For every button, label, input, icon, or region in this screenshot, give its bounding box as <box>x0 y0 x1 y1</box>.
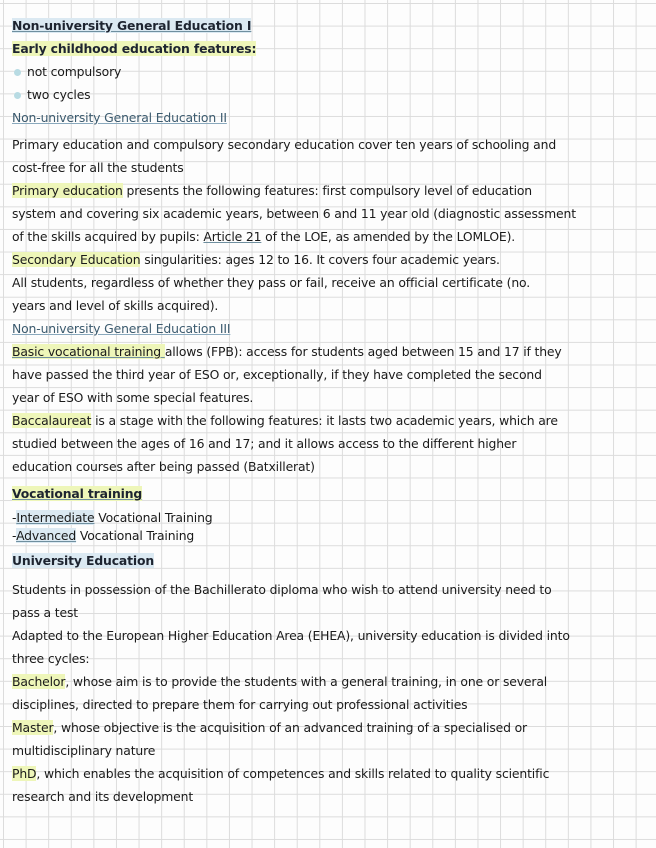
bullet-item: not compulsory <box>12 60 644 83</box>
paragraph-line: education courses after being passed (Batxillerat) <box>12 459 315 474</box>
bachelor-line: Bachelor, whose aim is to provide the students with a general training, in one or several <box>12 674 548 689</box>
advanced-term: Advanced <box>16 528 77 543</box>
paragraph-line: cost-free for all the students <box>12 160 184 175</box>
paragraph-line: disciplines, directed to prepare them for carrying out professional activities <box>12 697 468 712</box>
secondary-education-term: Secondary Education <box>12 252 141 267</box>
notes-page <box>12 14 644 808</box>
section-title-2: Non-university General Education II <box>12 110 227 125</box>
paragraph-line: research and its development <box>12 789 194 804</box>
paragraph-line: Adapted to the European Higher Education Area (EHEA), university education is divided into <box>12 628 570 643</box>
bullet-item: two cycles <box>12 83 644 106</box>
paragraph-line: pass a test <box>12 605 78 620</box>
master-term: Master <box>12 720 54 735</box>
paragraph-line: multidisciplinary nature <box>12 743 156 758</box>
intermediate-term: Intermediate <box>16 510 95 525</box>
advanced-vocational-line: -Advanced Vocational Training <box>12 528 195 543</box>
vocational-training-heading: Vocational training <box>12 486 143 501</box>
primary-education-line: Primary education presents the following features: first compulsory level of education <box>12 183 533 198</box>
paragraph-line: All students, regardless of whether they pass or fail, receive an official certificate (no. <box>12 275 531 290</box>
paragraph-line: studied between the ages of 16 and 17; and it allows access to the different higher <box>12 436 517 451</box>
early-childhood-heading: Early childhood education features: <box>12 41 257 56</box>
article-21-link[interactable]: Article 21 <box>203 229 262 244</box>
paragraph-line: Students in possession of the Bachillerato diploma who wish to attend university need to <box>12 582 552 597</box>
bachelor-term: Bachelor <box>12 674 66 689</box>
section-title-3: Non-university General Education III <box>12 321 231 336</box>
primary-education-term: Primary education <box>12 183 123 198</box>
baccalaureat-line: Baccalaureat is a stage with the following features: it lasts two academic years, which are <box>12 413 558 428</box>
bullet-dot-icon <box>14 69 21 76</box>
basic-vocational-line: Basic vocational training allows (FPB): access for students aged between 15 and 17 if they <box>12 344 562 359</box>
paragraph-line: of the skills acquired by pupils: Article 21 of the LOE, as amended by the LOMLOE). <box>12 229 516 244</box>
paragraph-line: year of ESO with some special features. <box>12 390 254 405</box>
paragraph-line: Primary education and compulsory secondary education cover ten years of schooling and <box>12 137 557 152</box>
baccalaureat-term: Baccalaureat <box>12 413 92 428</box>
secondary-education-line: Secondary Education singularities: ages 12 to 16. It covers four academic years. <box>12 252 500 267</box>
phd-line: PhD, which enables the acquisition of competences and skills related to quality scientific <box>12 766 550 781</box>
bullet-dot-icon <box>14 92 21 99</box>
section-title-1: Non-university General Education I <box>12 18 252 33</box>
paragraph-line: have passed the third year of ESO or, exceptionally, if they have completed the second <box>12 367 542 382</box>
phd-term: PhD <box>12 766 37 781</box>
section-title-4: University Education <box>12 553 155 568</box>
paragraph-line: system and covering six academic years, between 6 and 11 year old (diagnostic assessment <box>12 206 576 221</box>
intermediate-vocational-line: -Intermediate Vocational Training <box>12 510 213 525</box>
basic-vocational-term: Basic vocational training <box>12 344 165 359</box>
paragraph-line: years and level of skills acquired). <box>12 298 219 313</box>
master-line: Master, whose objective is the acquisition of an advanced training of a specialised or <box>12 720 527 735</box>
paragraph-line: three cycles: <box>12 651 90 666</box>
